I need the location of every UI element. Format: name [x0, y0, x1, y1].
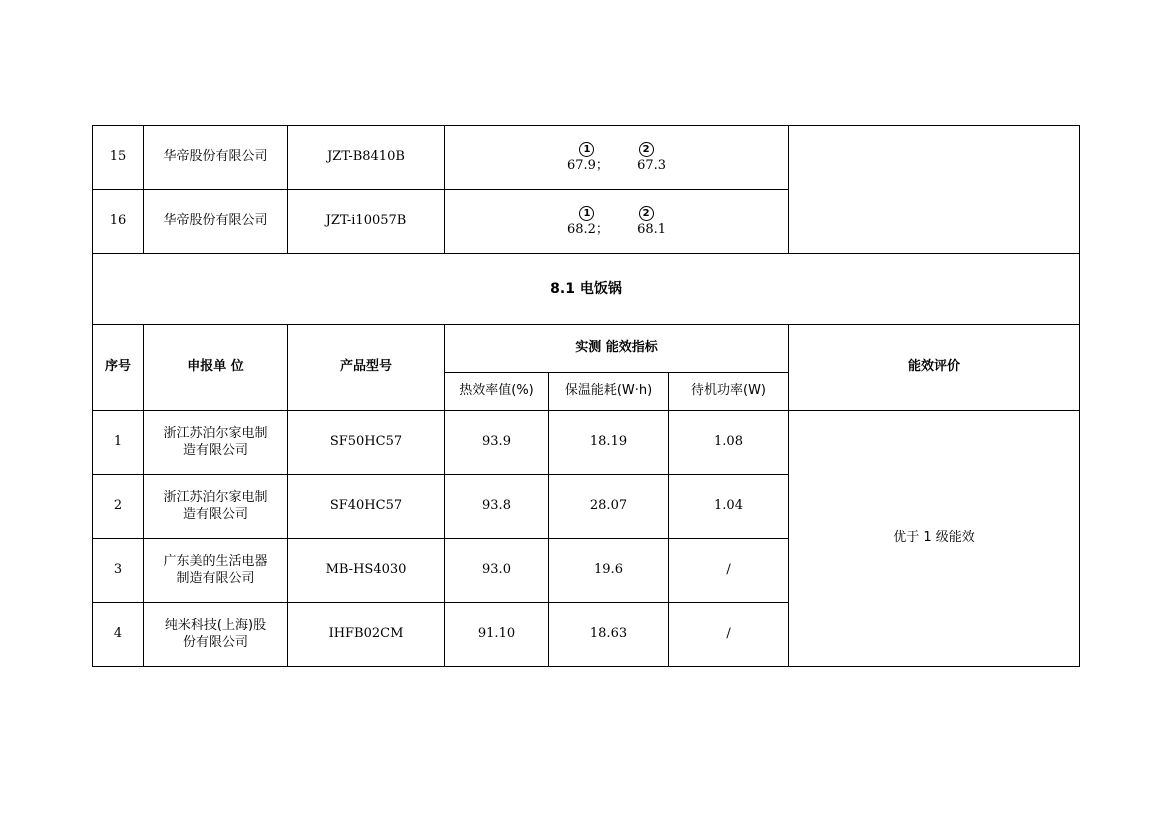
seq-cell: 4: [93, 603, 144, 667]
company-cell: [144, 603, 288, 667]
company-cell: 华帝股份有限公司: [144, 126, 288, 190]
measured-values-cell: [445, 126, 789, 190]
seq-cell: 3: [93, 539, 144, 603]
thermal-cell: 93.8: [445, 475, 549, 539]
standby-cell: /: [669, 539, 789, 603]
header-rating: 能效评价: [789, 325, 1080, 411]
rating-cell-empty: [789, 126, 1080, 254]
header-company: 申报单 位: [144, 325, 288, 411]
keepwarm-cell: 19.6: [549, 539, 669, 603]
keepwarm-cell: 28.07: [549, 475, 669, 539]
model-cell: JZT-B8410B: [288, 126, 445, 190]
company-cell: 华帝股份有限公司: [144, 190, 288, 254]
seq-cell: 1: [93, 411, 144, 475]
circled-mark: 2: [639, 142, 654, 157]
company-line-2: 份有限公司: [182, 634, 248, 650]
company-line-1: 纯米科技(上海)股: [164, 617, 267, 633]
standby-cell: 1.08: [669, 411, 789, 475]
value-2: 68.1: [637, 221, 667, 237]
company-cell: [144, 475, 288, 539]
seq-cell: 15: [93, 126, 144, 190]
header-model: 产品型号: [288, 325, 445, 411]
value-1: 68.2；: [566, 221, 609, 237]
keepwarm-cell: 18.63: [549, 603, 669, 667]
model-cell: SF50HC57: [288, 411, 445, 475]
table-row: [93, 411, 1080, 475]
circled-mark: 1: [579, 206, 594, 221]
header-row: [93, 325, 1080, 373]
company-line-2: 造有限公司: [182, 442, 248, 458]
company-line-2: 制造有限公司: [176, 570, 255, 586]
table-row: [93, 126, 1080, 190]
model-cell: SF40HC57: [288, 475, 445, 539]
header-keepwarm: 保温能耗(W·h): [549, 373, 669, 411]
header-standby: 待机功率(W): [669, 373, 789, 411]
standby-cell: 1.04: [669, 475, 789, 539]
header-seq: 序号: [93, 325, 144, 411]
rating-cell: 优于 1 级能效: [789, 411, 1080, 667]
thermal-cell: 91.10: [445, 603, 549, 667]
header-measured: 实测 能效指标: [445, 325, 789, 373]
company-line-1: 广东美的生活电器: [163, 553, 268, 569]
section-title: 8.1 电饭锅: [93, 254, 1080, 325]
standby-cell: /: [669, 603, 789, 667]
company-line-2: 造有限公司: [182, 506, 248, 522]
seq-cell: 2: [93, 475, 144, 539]
keepwarm-cell: 18.19: [549, 411, 669, 475]
company-line-1: 浙江苏泊尔家电制: [163, 425, 268, 441]
thermal-cell: 93.0: [445, 539, 549, 603]
model-cell: MB-HS4030: [288, 539, 445, 603]
circled-mark: 1: [579, 142, 594, 157]
thermal-cell: 93.9: [445, 411, 549, 475]
seq-cell: 16: [93, 190, 144, 254]
circled-mark: 2: [639, 206, 654, 221]
company-cell: [144, 539, 288, 603]
section-row: [93, 254, 1080, 325]
value-2: 67.3: [637, 157, 667, 173]
model-cell: JZT-i10057B: [288, 190, 445, 254]
company-cell: [144, 411, 288, 475]
value-1: 67.9；: [566, 157, 609, 173]
measured-values-cell: [445, 190, 789, 254]
header-thermal: 热效率值(%): [445, 373, 549, 411]
model-cell: IHFB02CM: [288, 603, 445, 667]
efficiency-table: [92, 125, 1080, 667]
company-line-1: 浙江苏泊尔家电制: [163, 489, 268, 505]
